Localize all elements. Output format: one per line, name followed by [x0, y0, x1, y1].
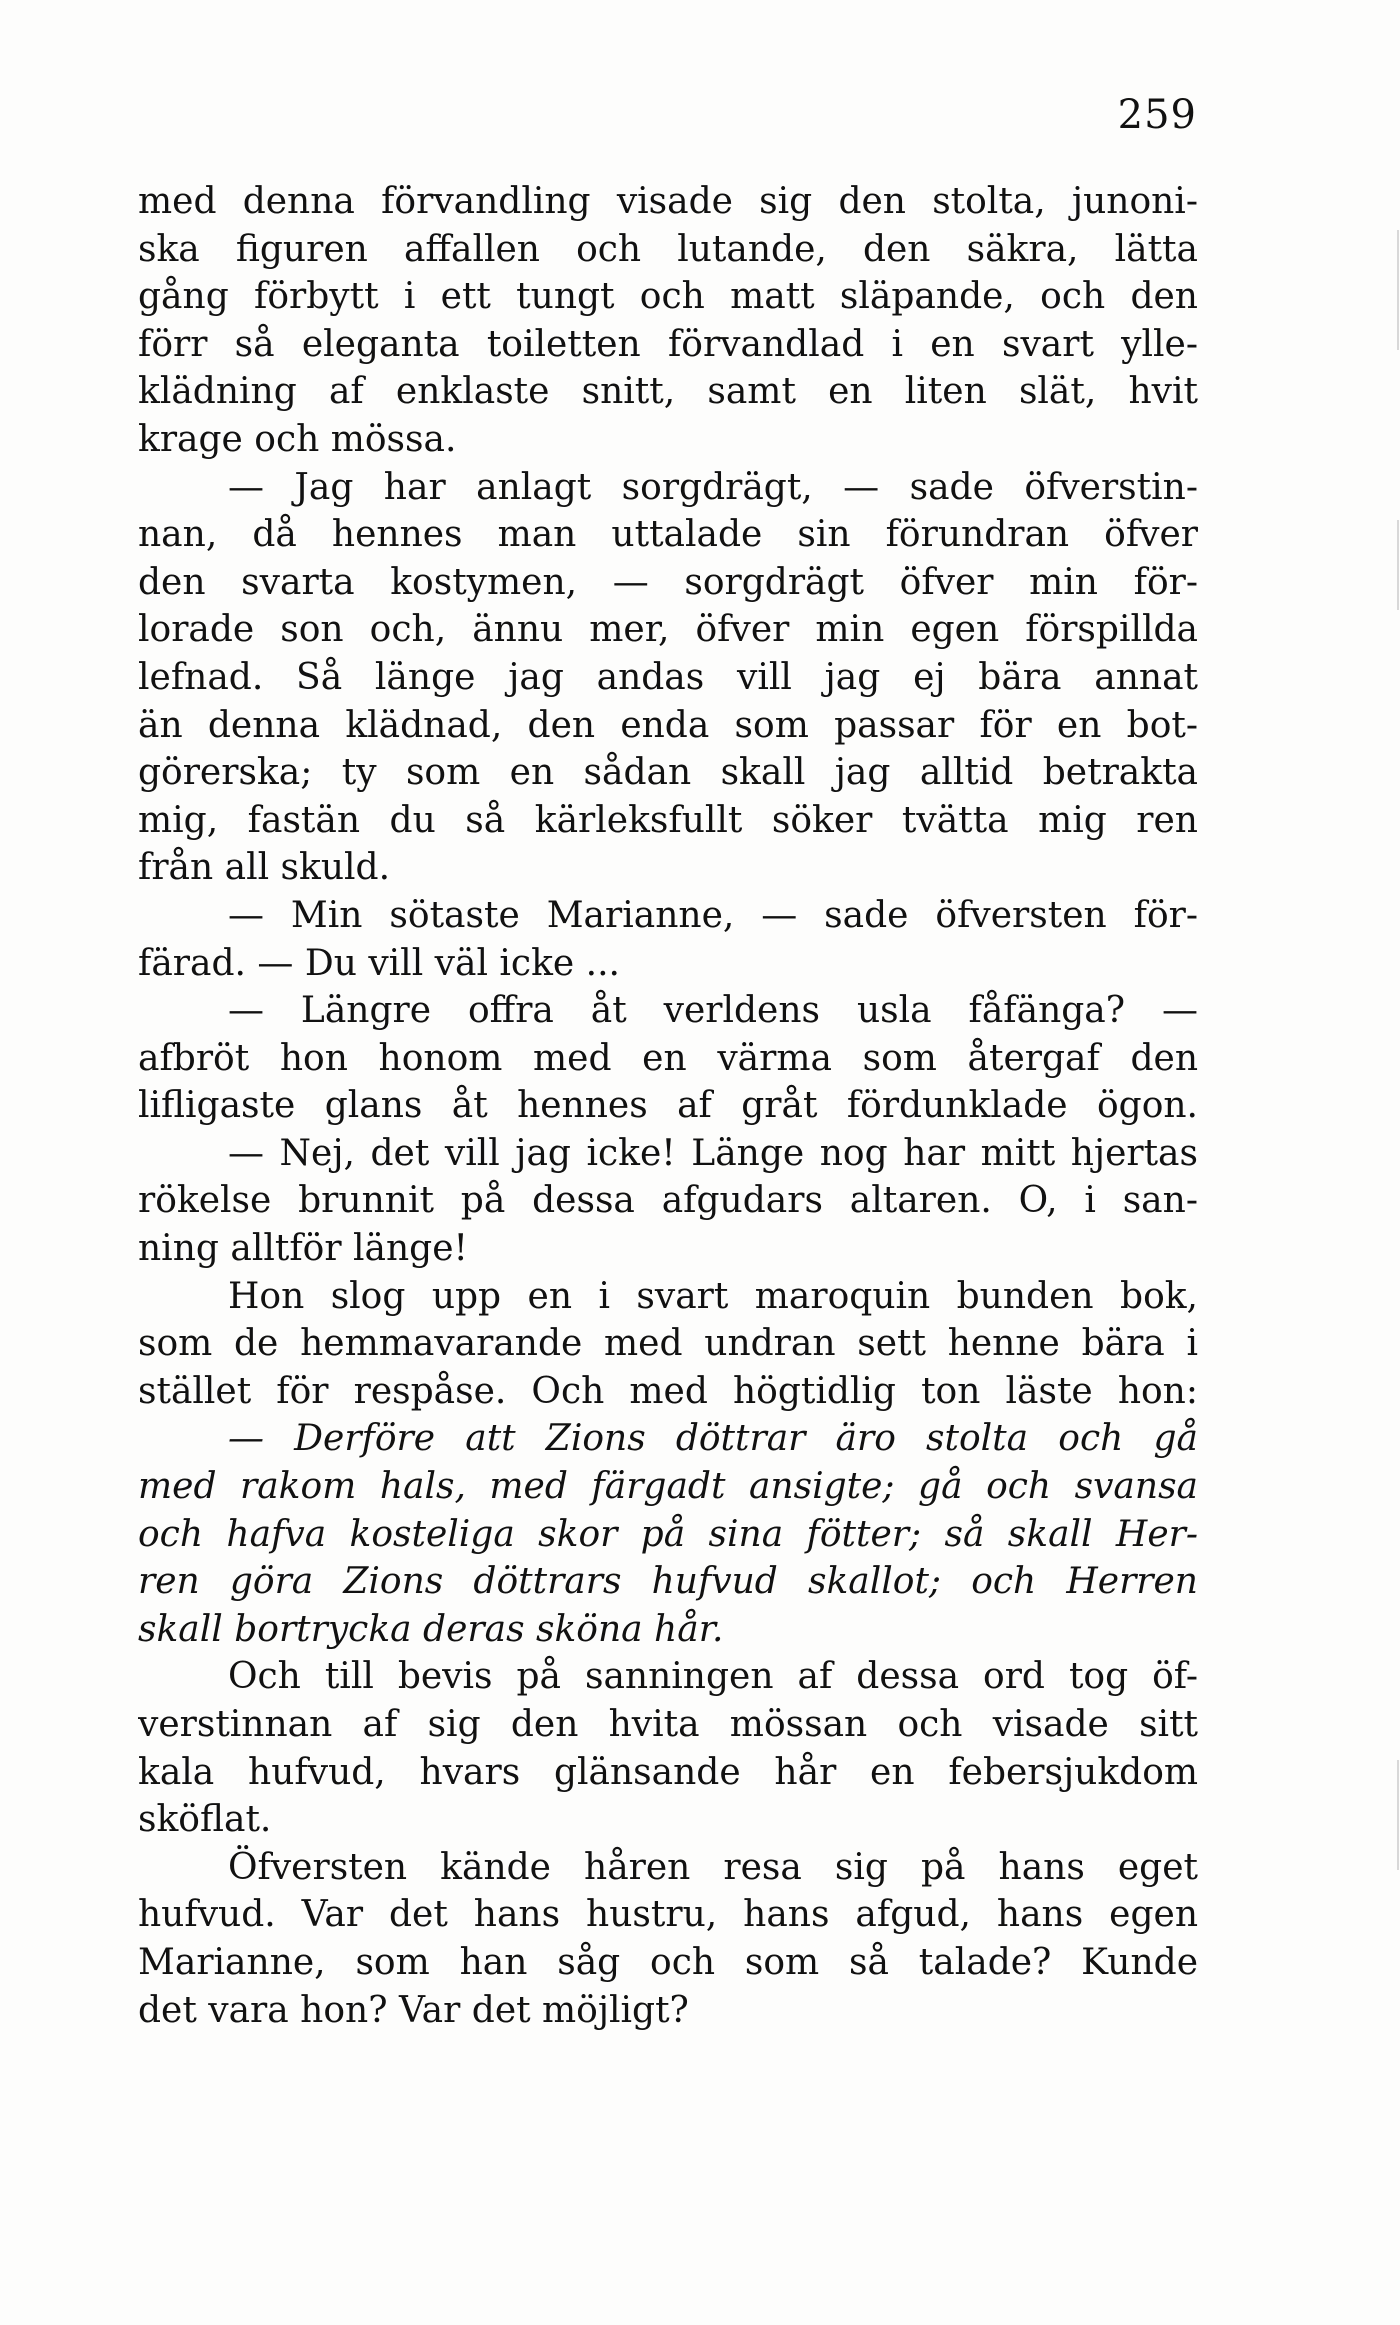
text-line: nan, då hennes man uttalade sin förundran öfver — [138, 514, 1198, 556]
text-line: mig, fastän du så kärleksfullt söker tvätta mig ren — [138, 799, 1198, 841]
body-text — [138, 178, 1198, 2034]
text-line: med denna förvandling visade sig den stolta, junoni- — [138, 181, 1198, 222]
text-line: och hafva kosteliga skor på sina fötter; så skall Her- — [138, 1513, 1198, 1555]
text-line: med rakom hals, med färgadt ansigte; gå och svansa — [138, 1466, 1198, 1508]
text-line: ska figuren affallen och lutande, den säkra, lätta — [138, 228, 1198, 270]
text-line: görerska; ty som en sådan skall jag alltid betrakta — [138, 752, 1198, 794]
text-line: ren göra Zions döttrars hufvud skallot; och Herren — [138, 1561, 1198, 1603]
text-line: afbröt hon honom med en värma som återgaf den — [138, 1037, 1198, 1079]
scan-edge-mark — [1397, 1760, 1399, 1870]
text-line: ning alltför länge! — [138, 1228, 468, 1270]
text-line: klädning af enklaste snitt, samt en liten slät, hvit — [138, 371, 1198, 413]
text-line: kala hufvud, hvars glänsande hår en febersjukdom — [138, 1751, 1198, 1793]
text-line: från all skuld. — [138, 847, 391, 889]
text-line: som de hemmavarande med undran sett henne bära i — [138, 1323, 1198, 1365]
text-line: det vara hon? Var det möjligt? — [138, 1989, 689, 2031]
text-line: den svarta kostymen, — sorgdrägt öfver min för- — [138, 561, 1198, 603]
text-line: krage och mössa. — [138, 418, 457, 460]
text-line: hufvud. Var det hans hustru, hans afgud, hans egen — [138, 1894, 1198, 1936]
text-line: Öfversten kände håren resa sig på hans eget — [228, 1846, 1198, 1888]
page-number: 259 — [1117, 92, 1197, 138]
text-line: stället för respåse. Och med högtidlig ton läste hon: — [138, 1370, 1198, 1412]
text-line: än denna klädnad, den enda som passar för en bot- — [138, 704, 1198, 746]
scan-edge-mark — [1397, 520, 1399, 610]
text-line: Marianne, som han såg och som så talade? Kunde — [138, 1941, 1198, 1983]
text-line: — Jag har anlagt sorgdrägt, — sade öfverstin- — [228, 466, 1198, 508]
text-line: färad. — Du vill väl icke ... — [138, 942, 620, 984]
text-line: — Nej, det vill jag icke! Länge nog har mitt hjertas — [228, 1132, 1198, 1174]
text-line: lefnad. Så länge jag andas vill jag ej bära annat — [138, 656, 1198, 698]
text-line: — Derföre att Zions döttrar äro stolta och gå — [228, 1418, 1198, 1460]
text-line: förr så eleganta toiletten förvandlad i en svart ylle- — [138, 323, 1198, 365]
text-line: — Min sötaste Marianne, — sade öfversten för- — [228, 894, 1198, 936]
text-line: Hon slog upp en i svart maroquin bunden bok, — [228, 1275, 1198, 1317]
text-line: gång förbytt i ett tungt och matt släpande, och den — [138, 276, 1198, 318]
scan-edge-mark — [1397, 230, 1399, 350]
text-line: lifligaste glans åt hennes af gråt fördunklade ögon. — [138, 1085, 1198, 1127]
text-line: sköflat. — [138, 1799, 272, 1841]
text-line: verstinnan af sig den hvita mössan och visade sitt — [138, 1704, 1198, 1745]
text-line: lorade son och, ännu mer, öfver min egen förspillda — [138, 609, 1198, 651]
text-line: rökelse brunnit på dessa afgudars altaren. O, i san- — [138, 1180, 1198, 1222]
text-line: — Längre offra åt verldens usla fåfänga? — — [228, 990, 1198, 1032]
text-line: skall bortrycka deras sköna hår. — [138, 1608, 724, 1650]
text-line: Och till bevis på sanningen af dessa ord tog öf- — [228, 1656, 1198, 1698]
